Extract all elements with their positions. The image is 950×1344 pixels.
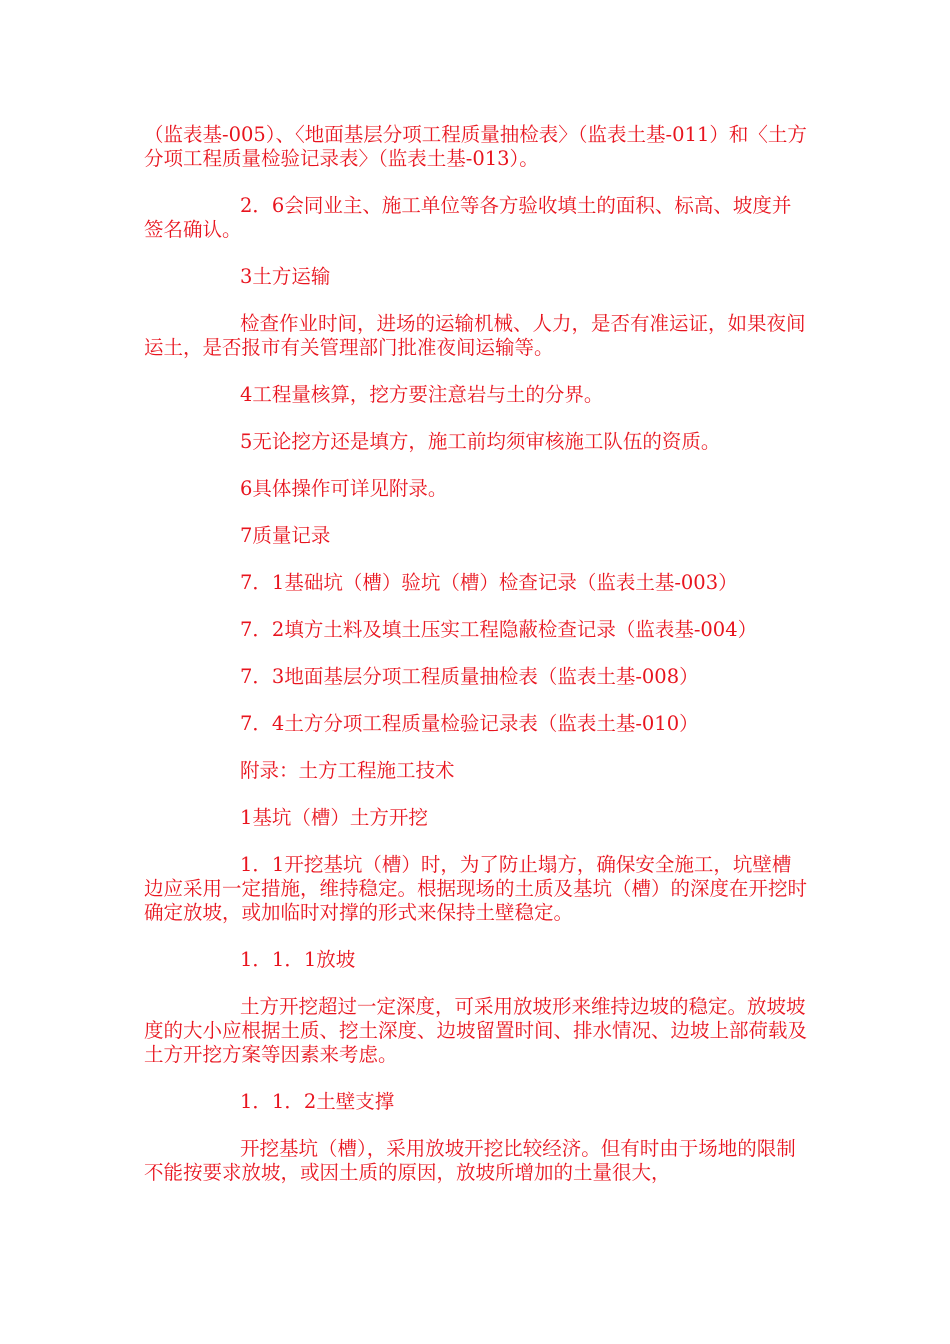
paragraph-2-6-acceptance: 2．6会同业主、施工单位等各方验收填土的面积、标高、坡度并签名确认。 <box>144 194 792 241</box>
paragraph-support: 开挖基坑（槽），采用放坡开挖比较经济。但有时由于场地的限制不能按要求放坡，或因土质的原因，放坡所增加的土量很大， <box>144 1137 796 1184</box>
paragraph-transport-check: 检查作业时间，进场的运输机械、人力，是否有准运证，如果夜间运土，是否报市有关管理部门批准夜间运输等。 <box>144 312 806 359</box>
paragraph-1-1-excavation: 1．1开挖基坑（槽）时，为了防止塌方，确保安全施工，坑壁槽边应采用一定措施，维持稳定。根据现场的土质及基坑（槽）的深度在开挖时确定放坡，或加临时对撑的形式来保持土壁稳定。 <box>144 853 808 924</box>
heading-3-transport: 3土方运输 <box>240 265 331 288</box>
heading-1-1-2-support: 1．1．2土壁支撑 <box>240 1090 395 1113</box>
paragraph-4-quantity: 4工程量核算，挖方要注意岩与土的分界。 <box>240 383 604 406</box>
heading-1-excavation: 1基坑（槽）土方开挖 <box>240 806 428 829</box>
document-body <box>144 123 808 1208</box>
heading-7-quality-records: 7质量记录 <box>240 524 331 547</box>
record-7-1: 7．1基础坑（槽）验坑（槽）检查记录（监表土基-003） <box>240 571 738 594</box>
heading-appendix: 附录：土方工程施工技术 <box>240 759 455 782</box>
record-7-3: 7．3地面基层分项工程质量抽检表（监表土基-008） <box>240 665 699 688</box>
heading-1-1-1-slope: 1．1．1放坡 <box>240 948 356 971</box>
paragraph-table-references: （监表基-005）、〈地面基层分项工程质量抽检表〉（监表土基-011）和〈土方分项工程质量检验记录表〉（监表土基-013）。 <box>144 123 807 170</box>
record-7-2: 7．2填方土料及填土压实工程隐蔽检查记录（监表基-004） <box>240 618 758 641</box>
paragraph-5-qualification: 5无论挖方还是填方，施工前均须审核施工队伍的资质。 <box>240 430 721 453</box>
record-7-4: 7．4土方分项工程质量检验记录表（监表土基-010） <box>240 712 699 735</box>
paragraph-slope: 土方开挖超过一定深度，可采用放坡形来维持边坡的稳定。放坡坡度的大小应根据土质、挖土深度、边坡留置时间、排水情况、边坡上部荷载及土方开挖方案等因素来考虑。 <box>144 995 808 1066</box>
paragraph-6-appendix-ref: 6具体操作可详见附录。 <box>240 477 448 500</box>
